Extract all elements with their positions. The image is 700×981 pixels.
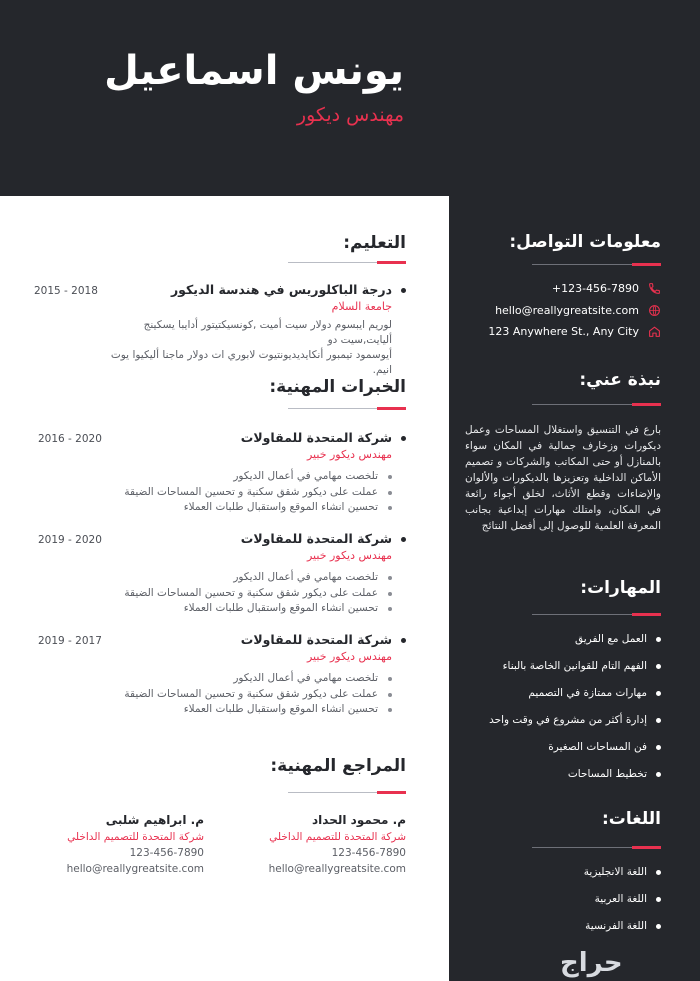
skill-item: تخطيط المساحات (489, 761, 661, 788)
education-line: أيوسمود تيمبور أنكايديديونتيوت لابوري ات دولار ماجنا أليكيوا يوت انيم. (110, 349, 392, 376)
experience-divider (288, 408, 406, 409)
education-date: 2015 - 2018 (34, 285, 98, 297)
phone-text: +123-456-7890 (551, 281, 639, 295)
sidebar (449, 196, 700, 981)
company-name: شركة المتحدة للمقاولات (241, 632, 406, 647)
task-item: تلخصت مهامي في أعمال الديكور (124, 469, 392, 485)
watermark-logo: حراج (560, 948, 623, 978)
job-title: مهندس ديكور (296, 104, 404, 126)
about-divider (532, 404, 661, 405)
job-tasks (124, 469, 392, 516)
experience-heading: الخبرات المهنية: (269, 377, 406, 397)
references-heading: المراجع المهنية: (270, 756, 406, 776)
contact-address (488, 324, 661, 338)
person-name: يونس اسماعيل (104, 48, 404, 94)
task-item: عملت على ديكور شقق سكنية و تحسين المساحات الضيقة (124, 687, 392, 703)
language-item: اللغة الانجليزية (584, 859, 661, 886)
skills-list (489, 626, 661, 788)
education-heading: التعليم: (343, 233, 406, 253)
job-tasks (124, 671, 392, 718)
reference-card (54, 813, 204, 879)
home-icon (647, 324, 661, 338)
address-text: 123 Anywhere St., Any City (488, 324, 639, 338)
languages-list (584, 859, 661, 940)
education-description (102, 318, 392, 378)
education-line: لوريم ايبسوم دولار سيت أميت ,كونسيكتيتور أدايبا يسكينج أليايت,سيت دو (143, 319, 392, 346)
job-date: 2019 - 2017 (38, 635, 102, 647)
language-item: اللغة العربية (584, 886, 661, 913)
task-item: عملت على ديكور شقق سكنية و تحسين المساحات الضيقة (124, 586, 392, 602)
contact-divider (532, 264, 661, 265)
reference-card (256, 813, 406, 879)
job-position: مهندس ديكور خبير (306, 549, 392, 562)
task-item: تلخصت مهامي في أعمال الديكور (124, 570, 392, 586)
company-name: شركة المتحدة للمقاولات (241, 531, 406, 546)
skill-item: الفهم التام للقوانين الخاصة بالبناء (489, 653, 661, 680)
reference-name: م. ابراهيم شلبى (105, 813, 204, 827)
skill-item: فن المساحات الصغيرة (489, 734, 661, 761)
skill-item: إدارة أكثر من مشروع في وقت واحد (489, 707, 661, 734)
languages-divider (532, 847, 661, 848)
task-item: عملت على ديكور شقق سكنية و تحسين المساحات الضيقة (124, 485, 392, 501)
skills-divider (532, 614, 661, 615)
job-date: 2019 - 2020 (38, 534, 102, 546)
about-heading: نبذة عني: (579, 370, 661, 390)
reference-phone: 123-456-7890 (129, 847, 204, 859)
skill-item: مهارات ممتازة في التصميم (489, 680, 661, 707)
reference-email: hello@reallygreatsite.com (66, 863, 204, 875)
phone-icon (647, 281, 661, 295)
job-tasks (124, 570, 392, 617)
task-item: تحسين انشاء الموقع واستقبال طلبات العملاء (124, 702, 392, 718)
language-item: اللغة الفرنسية (584, 913, 661, 940)
skill-item: العمل مع الفريق (489, 626, 661, 653)
degree-title: درجة الباكلوريس في هندسة الديكور (171, 282, 406, 297)
header-banner (0, 0, 700, 196)
skills-heading: المهارات: (580, 578, 661, 598)
references-divider (288, 792, 406, 793)
university-name: جامعة السلام (331, 300, 392, 313)
company-name: شركة المتحدة للمقاولات (241, 430, 406, 445)
contact-heading: معلومات التواصل: (509, 232, 661, 252)
job-date: 2016 - 2020 (38, 433, 102, 445)
reference-name: م. محمود الحداد (312, 813, 406, 827)
task-item: تحسين انشاء الموقع واستقبال طلبات العملاء (124, 601, 392, 617)
about-text: بارع في التنسيق واستغلال المساحات وعمل ديكورات وزخارف جمالية في المكان سواء بالمنازل أو حتى المكاتب والشركات و تصميم الأماكن الداخلية وتعزيزها بالديكورات والألوان والإضاءات وقطع الأثاث، لخلق أجواء رائعة في المكان، وامتلك مهارات إبداعية بجانب المعرفة العلمية للوصول إلى أفضل النتائج (465, 424, 661, 532)
contact-phone (552, 281, 661, 295)
globe-icon (647, 303, 661, 317)
education-divider (288, 262, 406, 263)
reference-email: hello@reallygreatsite.com (268, 863, 406, 875)
contact-email (495, 303, 661, 317)
task-item: تحسين انشاء الموقع واستقبال طلبات العملاء (124, 500, 392, 516)
task-item: تلخصت مهامي في أعمال الديكور (124, 671, 392, 687)
email-text: hello@reallygreatsite.com (495, 303, 639, 317)
reference-phone: 123-456-7890 (331, 847, 406, 859)
job-position: مهندس ديكور خبير (306, 448, 392, 461)
reference-company: شركة المتحدة للتصميم الداخلي (269, 831, 406, 843)
job-position: مهندس ديكور خبير (306, 650, 392, 663)
reference-company: شركة المتحدة للتصميم الداخلي (67, 831, 204, 843)
languages-heading: اللغات: (601, 809, 661, 829)
